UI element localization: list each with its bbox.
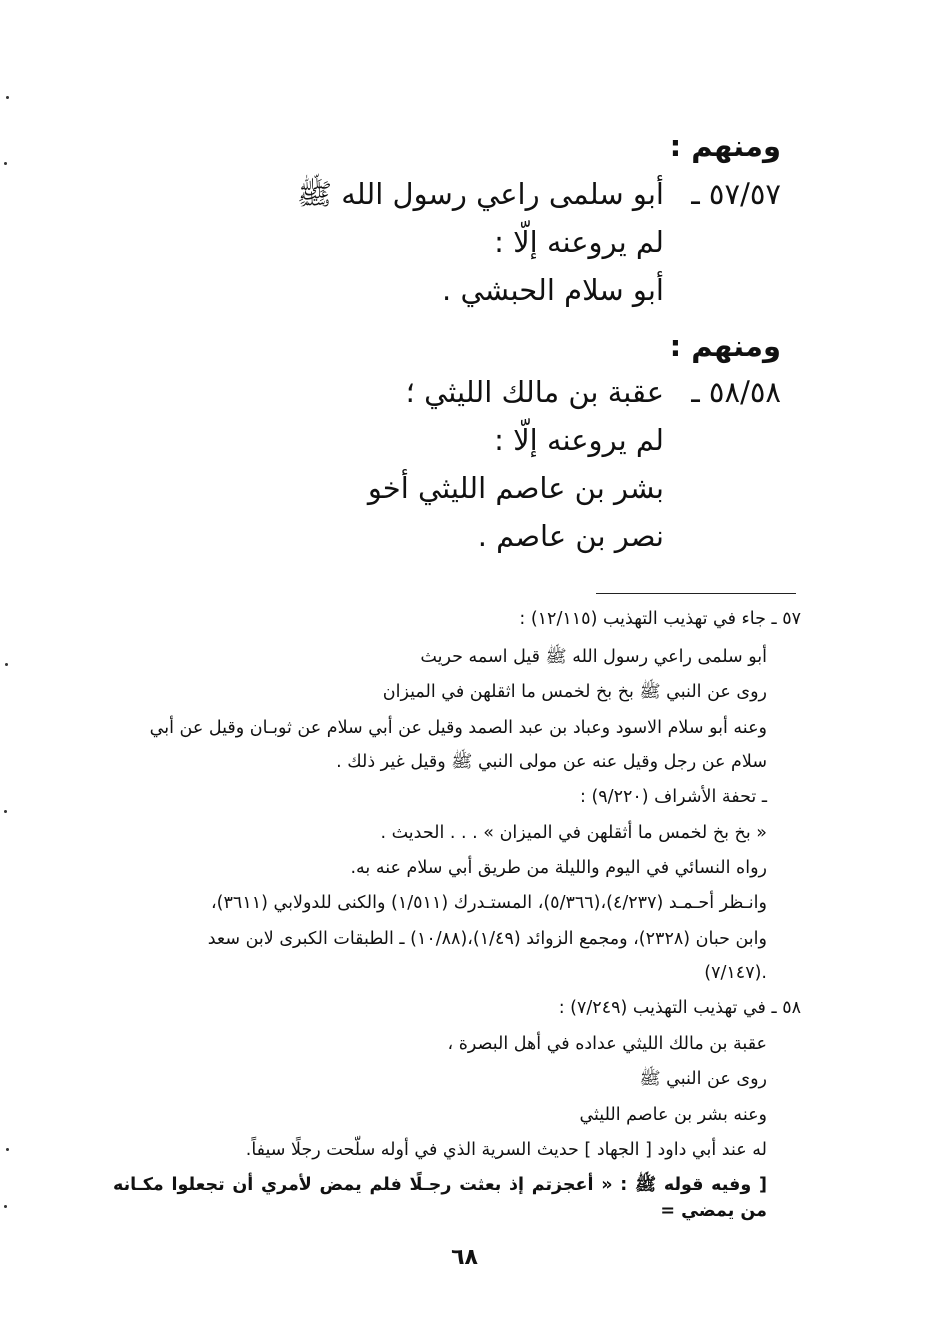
entry-58-narrator-line-1: بشر بن عاصم الليثي أخو	[367, 471, 664, 505]
footnote-58-line: وعنه بشر بن عاصم الليثي	[579, 1105, 767, 1125]
entry-57-number: ٥٧/٥٧ ـ	[691, 177, 781, 211]
footnote-58-line: له عند أبي داود [ الجهاد ] حديث السرية الذي في أوله سلّحت رجلًا سيفاً.	[245, 1140, 767, 1160]
entry-58-narrator-line-2: نصر بن عاصم .	[477, 519, 664, 553]
scan-speck	[4, 1205, 7, 1208]
footnote-57-line: وعنه أبو سلام الاسود وعباد بن عبد الصمد وقيل عن أبي سلام عن ثوبـان وقيل عن أبي	[149, 718, 767, 738]
footnote-58-line: روى عن النبي ﷺ	[639, 1069, 767, 1089]
entry-58-intro: ومنهم :	[669, 329, 781, 363]
footnote-57-line: سلام عن رجل وقيل عنه عن مولى النبي ﷺ وقيل غير ذلك .	[336, 752, 767, 772]
footnote-57-line: أبو سلمى راعي رسول الله ﷺ قيل اسمه حريث	[420, 647, 767, 667]
footnote-57-line: ـ تحفة الأشراف (٩/٢٢٠) :	[579, 787, 767, 807]
footnote-58-line: عقبة بن مالك الليثي عداده في أهل البصرة ،	[447, 1034, 767, 1054]
footnote-57-line: « بخ بخ لخمس ما أثقلهن في الميزان » . . . الحديث .	[380, 823, 767, 843]
entry-57-intro: ومنهم :	[669, 129, 781, 163]
entry-57-narrator: أبو سلام الحبشي .	[442, 273, 664, 307]
footnote-58-line: [ وفيه قوله ﷺ : « أعجزتم إذ بعثت رجـلًا فلم يمض لأمري أن تجعلوا مكـانه من يمضي =	[113, 1175, 767, 1221]
footnote-57-heading: ٥٧ ـ جاء في تهذيب التهذيب (١٢/١١٥) :	[519, 609, 801, 629]
entry-57-name: أبو سلمى راعي رسول الله ﷺ	[296, 177, 664, 211]
scan-speck	[4, 162, 7, 165]
scan-speck	[4, 810, 7, 813]
scan-speck	[5, 663, 8, 666]
entry-58-number: ٥٨/٥٨ ـ	[691, 375, 781, 409]
page-number: ٦٨	[451, 1245, 478, 1270]
footnote-57-line: (٧/١٤٧).	[704, 963, 767, 983]
entry-58-narrator-intro: لم يروعنه إلّا :	[494, 423, 664, 457]
footnote-57-line: رواه النسائي في اليوم والليلة من طريق أبي سلام عنه به.	[350, 858, 767, 878]
footnote-57-line: روى عن النبي ﷺ بخ بخ لخمس ما اثقلهن في الميزان	[382, 682, 767, 702]
entry-57-narrator-intro: لم يروعنه إلّا :	[494, 225, 664, 259]
footnote-divider	[596, 593, 796, 594]
footnote-58-heading: ٥٨ ـ في تهذيب التهذيب (٧/٢٤٩) :	[558, 998, 801, 1018]
scan-speck	[6, 1148, 9, 1151]
footnote-57-line: وابن حبان (٢٣٢٨)، ومجمع الزوائد (١/٤٩)،(١٠/٨٨) ـ الطبقات الكبرى لابن سعد	[207, 929, 767, 949]
scan-speck	[6, 96, 9, 99]
footnote-57-line: وانـظر أحـمـد (٤/٢٣٧)،(٥/٣٦٦)، المستـدرك (١/٥١١) والكنى للدولابي (٣٦١١)،	[211, 893, 767, 913]
entry-58-name: عقبة بن مالك الليثي ؛	[405, 375, 664, 409]
